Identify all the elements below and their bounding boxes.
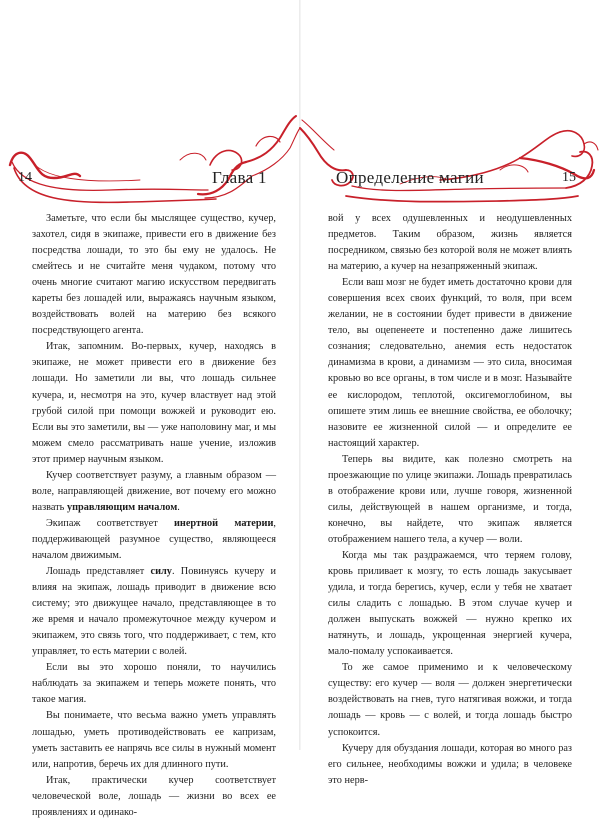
- paragraph: Когда мы так раздражаемся, что теряем голову, кровь приливает к мозгу, то есть лошадь закусывает удила, и тогда берегись, кучер, если у тебя не хватает силы сладить с лошадью. В этом случае кучер и должен выпускать вожжей — нужно крепко их натянуть, и лошадь, укрощенная энергией кучера, мало-помалу успокаивается.: [328, 549, 572, 658]
- paragraph: Экипаж соответствует инертной материи, поддерживающей разумное существо, являющееся началом движимым.: [32, 517, 276, 561]
- paragraph-continuation: вой у всех одушевленных и неодушевленных предметов. Таким образом, жизнь является посредником, связью без которой воля не может влиять на материю, а кучер на незапряженный экипаж.: [328, 213, 572, 273]
- paragraph: То же самое применимо и к человеческому существу: его кучер — воля — должен энергетически воздействовать на гнев, туго натягивая вожжи, и тогда лошадь — кровь — с волей, и тогда лошадь быстро успокоится.: [328, 662, 572, 738]
- right-page-text: [328, 211, 572, 789]
- left-page-number: 14: [18, 170, 32, 185]
- paragraph: Теперь вы видите, как полезно смотреть на проезжающие по улице экипажи. Лошадь превратилась в отображение крови или, лучше говоря, жизненной силы, действующей в нашем организме, и тогда, конечно, вы найдете, что экипаж является отображением нашего тела, а кучер — воли.: [328, 453, 572, 545]
- paragraph: Если ваш мозг не будет иметь достаточно крови для совершения всех своих функций, то воля, при всем желании, не в состоянии будет привести в движение тело, вы оцепенеете и постепенно даже лишитесь сознания; следовательно, анемия есть недостаток динамизма в крови, а динамизм — это сила, вносимая кровью во все органы, в том числе и в мозг. Называйте ее кислородом, теплотой, оксигемоглобином, вы опишете этим лишь ее внешние свойства, ее оболочку; назовите ее жизненной силой — и определите ее настоящий характер.: [328, 277, 572, 449]
- paragraph: Кучер соответствует разуму, а главным образом — воле, направляющей движение, вот почему его можно назвать управляющим началом.: [32, 469, 276, 513]
- term-matter: инертной материи: [173, 517, 274, 529]
- paragraph: Если вы это хорошо поняли, то научились наблюдать за экипажем и теперь можете понять, что такое магия.: [32, 662, 276, 706]
- paragraph: Вы понимаете, что весьма важно уметь управлять лошадью, уметь противодействовать ее капризам, уметь заставить ее напрячь все силы в нужный момент или, напротив, беречь их для длинного пути.: [32, 710, 276, 770]
- left-running-head: Глава 1: [212, 168, 267, 187]
- right-running-head: Определение магии: [336, 168, 484, 187]
- right-flourish-icon: [0, 0, 600, 215]
- left-page-text: [32, 211, 276, 821]
- paragraph: Итак, запомним. Во-первых, кучер, находясь в экипаже, не может привести его в движение без лошади. Но заметили ли вы, что лошадь сильнее кучера, и, несмотря на это, кучер властвует над этой грубой силой при помощи вожжей и руководит ею. Если вы это заметили, вы — уже наполовину маг, и мы можем смело рассматривать наше учение, изложив этот пример научным языком.: [32, 341, 276, 465]
- right-page-number: 15: [562, 170, 576, 185]
- term-control: управляющим началом: [66, 501, 178, 513]
- paragraph: Заметьте, что если бы мыслящее существо, кучер, захотел, сидя в экипаже, привести его в движение без посредства лошади, то это бы ему не удалось. Не смейтесь и не считайте меня чудаком, потому что очень многие считают магию искусством передвигать кареты без лошадей или, выражаясь научным языком, воздействовать волей на материю без всякого посредствующего агента.: [32, 213, 276, 337]
- paragraph: Кучеру для обуздания лошади, которая во много раз его сильнее, необходимы вожжи и удила; в человеке это нерв-: [328, 742, 572, 786]
- term-force: силу: [150, 566, 172, 578]
- paragraph: Лошадь представляет силу. Повинуясь кучеру и влияя на экипаж, лошадь приводит в движение всю систему; это движущее начало, представляющее в то же время и начало промежуточное между кучером и экипажем, это связь того, что поддерживает, с тем, кто управляет, то есть материи с волей.: [32, 566, 276, 658]
- paragraph: Итак, практически кучер соответствует человеческой воле, лошадь — жизни во всех ее проявлениях и одинако-: [32, 774, 276, 818]
